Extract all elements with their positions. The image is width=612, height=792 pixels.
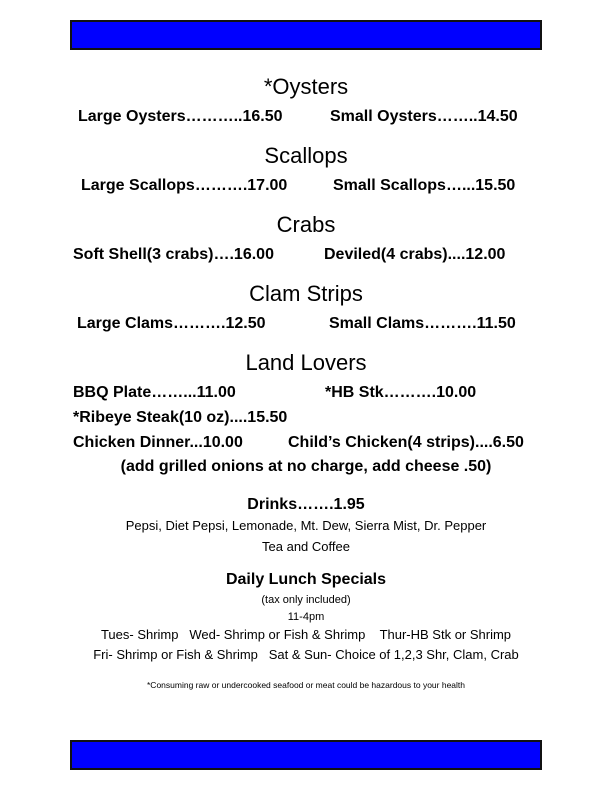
- menu-item-small-scallops: Small Scallops…...15.50: [333, 177, 516, 194]
- section-title-scallops: Scallops: [264, 143, 348, 168]
- section-title-clam-strips: Clam Strips: [249, 281, 363, 306]
- land-lovers-note: (add grilled onions at no charge, add cheese .50): [120, 458, 492, 475]
- top-decorative-bar: [70, 20, 542, 50]
- menu-item-deviled-crabs: Deviled(4 crabs)....12.00: [324, 246, 506, 263]
- drinks-list: Pepsi, Diet Pepsi, Lemonade, Mt. Dew, Sierra Mist, Dr. Pepper: [125, 518, 487, 533]
- menu-item-bbq-plate: BBQ Plate……...11.00: [73, 384, 236, 401]
- menu-item-small-oysters: Small Oysters……..14.50: [330, 108, 518, 125]
- menu-item-childs-chicken: Child’s Chicken(4 strips)....6.50: [288, 434, 524, 451]
- menu-item-chicken-dinner: Chicken Dinner...10.00: [73, 434, 243, 451]
- drinks-title: Drinks…….1.95: [247, 496, 365, 513]
- specials-hours: 11-4pm: [287, 611, 325, 623]
- specials-line-2: Fri- Shrimp or Fish & Shrimp Sat & Sun- Choice of 1,2,3 Shr, Clam, Crab: [93, 647, 519, 662]
- specials-line-1: Tues- Shrimp Wed- Shrimp or Fish & Shrimp Thur-HB Stk or Shrimp: [100, 627, 512, 642]
- menu-item-soft-shell-crabs: Soft Shell(3 crabs)….16.00: [73, 246, 274, 263]
- section-title-crabs: Crabs: [276, 212, 336, 237]
- menu-item-small-clams: Small Clams……….11.50: [329, 315, 516, 332]
- section-title-oysters: *Oysters: [263, 74, 349, 99]
- specials-tax-note: (tax only included): [261, 594, 351, 606]
- section-title-land-lovers: Land Lovers: [245, 350, 367, 375]
- menu-item-hb-steak: *HB Stk……….10.00: [325, 384, 477, 401]
- bottom-decorative-bar: [70, 740, 542, 770]
- menu-item-large-scallops: Large Scallops……….17.00: [81, 177, 288, 194]
- menu-item-ribeye-steak: *Ribeye Steak(10 oz)....15.50: [73, 409, 288, 426]
- menu-item-large-oysters: Large Oysters………..16.50: [78, 108, 283, 125]
- health-warning-footnote: *Consuming raw or undercooked seafood or meat could be hazardous to your health: [147, 680, 465, 690]
- specials-title: Daily Lunch Specials: [225, 571, 387, 588]
- drinks-extra: Tea and Coffee: [262, 539, 350, 554]
- menu-item-large-clams: Large Clams……….12.50: [77, 315, 266, 332]
